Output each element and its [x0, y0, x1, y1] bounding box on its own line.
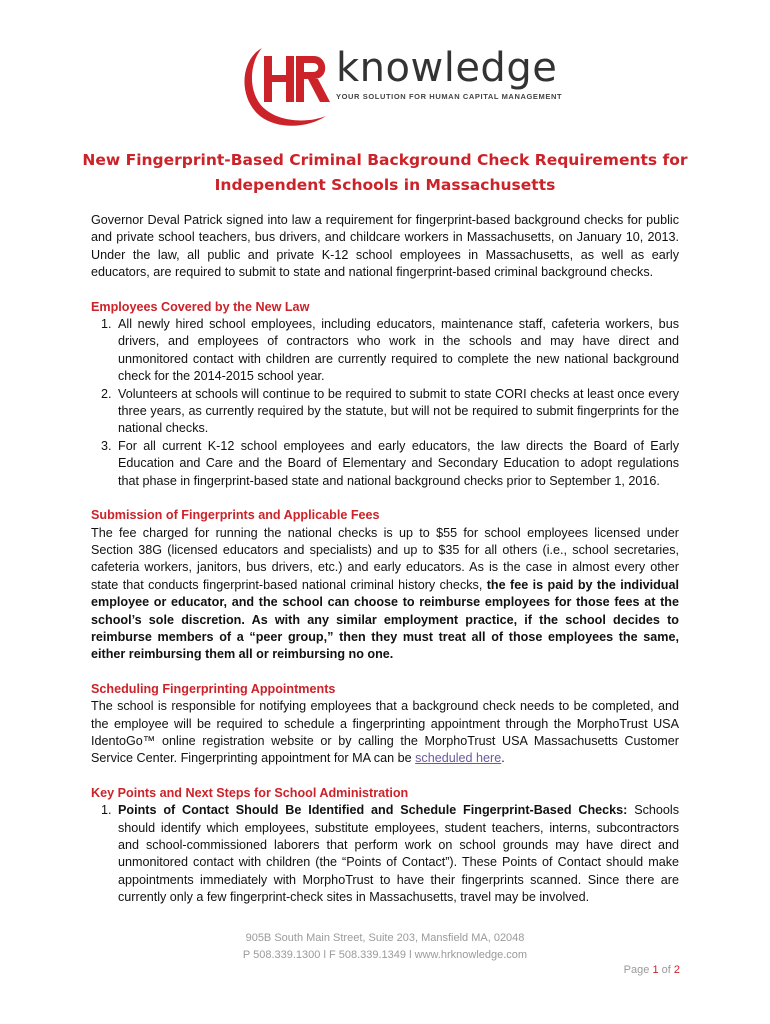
list-item [115, 802, 679, 906]
title-line-2: Independent Schools in Massachusetts [214, 176, 556, 194]
page-of: of [661, 964, 671, 976]
document-title [40, 148, 730, 198]
section-heading-fees: Submission of Fingerprints and Applicable Fees [91, 508, 380, 523]
logo-wordmark: knowledge [336, 45, 558, 91]
page-label: Page [623, 964, 650, 976]
list-item: 3. For all current K-12 school employees and early educators, the law directs the Board of Early Education and Care and the Board of Elementary and Secondary Education to adopt regulations that phase in fingerprint-based state and national background checks prior to September 1, 2016. [115, 438, 679, 490]
next-steps-list [91, 802, 679, 906]
list-item-text: Schools should identify which employees, substitute employees, student teachers, interns, subcontractors and school-commissioned laborers that perform work on school grounds may have direct and unmonitored contact with children (the “Points of Contact”). These Points of Contact should make appointments immediately with MorphoTrust to have their fingerprints scanned. Since there are currently only a few fingerprint-check sites in Massachusetts, travel may be involved. [118, 803, 679, 905]
section-heading-scheduling: Scheduling Fingerprinting Appointments [91, 681, 336, 696]
fees-text: The fee charged for running the national checks is up to $55 for school employees licensed under Section 38G (licensed educators and specialists) and up to $35 for all others (i.e., school secretaries, cafeteria workers, janitors, bus drivers, etc.) and early educators. As is the case in almost every other state that conducts fingerprint-based national criminal history checks, [91, 525, 679, 592]
fees-paragraph [91, 525, 679, 664]
page-current: 1 [652, 964, 659, 976]
intro-paragraph: Governor Deval Patrick signed into law a requirement for fingerprint-based background checks for public and private school teachers, bus drivers, and childcare workers in Massachusetts, on January 10, 2013. Under the law, all public and private K-12 school employees in Massachusetts, as well as early educators, are required to submit to state and national fingerprint-based criminal background checks. [91, 213, 679, 280]
hr-logo-mark-icon [238, 36, 338, 132]
title-line-1: New Fingerprint-Based Criminal Background Check Requirements for [82, 151, 688, 169]
page-number [624, 964, 680, 976]
logo-tagline: YOUR SOLUTION FOR HUMAN CAPITAL MANAGEMENT [336, 92, 563, 101]
scheduling-text: The school is responsible for notifying employees that a background check needs to be completed, and the employee will be required to schedule a fingerprinting appointment through the MorphoTrust USA IdentoGo™ online registration website or by calling the MorphoTrust USA Massachusetts Customer Service Center. Fingerprinting appointment for MA can be [91, 699, 679, 766]
scheduled-here-link[interactable]: scheduled here [415, 751, 502, 766]
page-footer [0, 930, 770, 964]
document-body [91, 212, 679, 907]
fees-bold-text: the fee is paid by the individual employee or educator, and the school can choose to reimburse employees for those fees at the school’s sole discretion. As with any similar employment practice, if the school decides to reimburse members of a “peer group,” then they must treat all of those employees the same, either reimbursing them all or reimbursing no one. [91, 577, 679, 662]
section-heading-covered: Employees Covered by the New Law [91, 299, 310, 314]
covered-list [91, 316, 679, 490]
hr-knowledge-logo [238, 36, 563, 132]
list-item: 2. Volunteers at schools will continue to be required to submit to state CORI checks at least once every three years, as currently required by the statute, but will not be required to submit fingerprints for the national checks. [115, 386, 679, 438]
scheduling-paragraph [91, 698, 679, 768]
section-heading-next-steps: Key Points and Next Steps for School Administration [91, 785, 409, 800]
page-total: 2 [673, 964, 680, 976]
footer-contact: P 508.339.1300 l F 508.339.1349 l www.hrknowledge.com [242, 949, 528, 961]
scheduling-text-end: . [501, 751, 505, 766]
list-item-lead: Points of Contact Should Be Identified and Schedule Fingerprint-Based Checks: [118, 803, 628, 818]
list-item: 1. All newly hired school employees, including educators, maintenance staff, cafeteria workers, bus drivers, and employees of contractors who work in the schools and may have direct and unmonitored contact with children are currently required to complete the new national background check for the 2014-2015 school year. [115, 316, 679, 386]
footer-address: 905B South Main Street, Suite 203, Mansfield MA, 02048 [245, 932, 525, 944]
